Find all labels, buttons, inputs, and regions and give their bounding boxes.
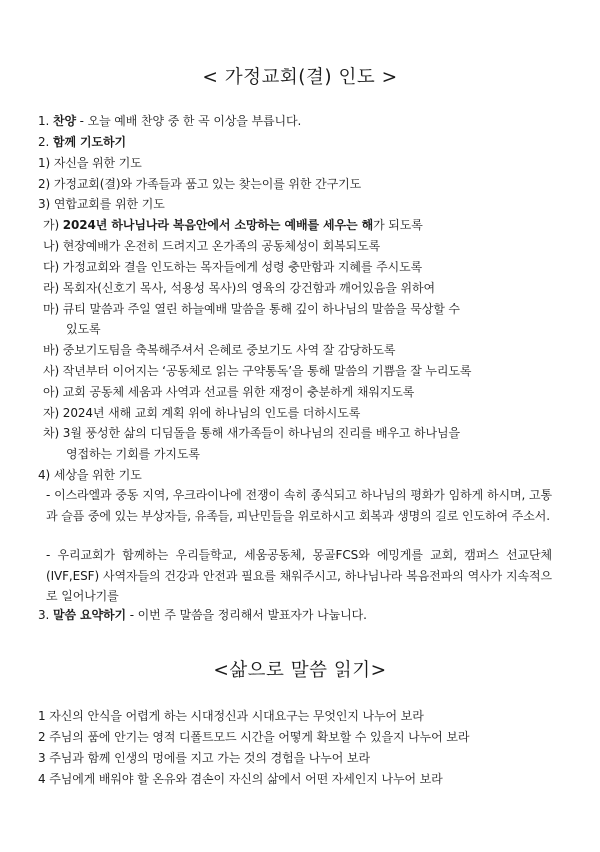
item-prayer: [38, 134, 126, 150]
church-item-na: 나) 현장예배가 온전히 드려지고 온가족의 공동체성이 회복되도록: [43, 239, 381, 253]
church-item-ba: 바) 중보기도팀을 축복해주셔서 은혜로 중보기도 사역 잘 감당하도록: [43, 343, 396, 357]
church-item-cha-cont: 영접하는 기회를 가지도록: [66, 447, 200, 461]
section-title-life: <삶으로 말씀 읽기>: [213, 660, 387, 681]
prayer-world: 4) 세상을 위한 기도: [38, 468, 142, 482]
church-item-da: 다) 가정교회와 결을 인도하는 목자들에게 성령 충만함과 지혜를 주시도록: [43, 260, 423, 274]
list-marker: 가): [43, 218, 63, 232]
item-number: 1.: [38, 114, 50, 128]
item-heading: 함께 기도하기: [52, 135, 126, 149]
item-text: - 이번 주 말씀을 정리해서 발표자가 나눕니다.: [126, 608, 367, 622]
church-item-ma-cont: 있도록: [66, 322, 101, 336]
world-prayer-1: - 이스라엘과 중동 지역, 우크라이나에 전쟁이 속히 종식되고 하나님의 평화가 임하게 하시며, 고통과 슬픔 중에 있는 부상자들, 유족들, 피난민들을 위로하시고 회복과 생명의 길로 인도하여 주소서.: [46, 488, 552, 523]
prayer-family: 2) 가정교회(결)와 가족들과 품고 있는 찾는이를 위한 간구기도: [38, 177, 362, 191]
world-prayer-2: - 우리교회가 함께하는 우리들학교, 세움공동체, 몽골FCS와 에밍게를 교회, 캠퍼스 선교단체(IVF,ESF) 사역자들의 건강과 안전과 필요를 채워주시고, 하나님나라 복음전파의 역사가 지속적으로 일어나기를: [46, 548, 552, 603]
item-number: 2.: [38, 135, 50, 149]
question-item: 3 주님과 함께 인생의 멍에를 지고 가는 것의 경험을 나누어 보라: [38, 751, 370, 765]
item-summary: [38, 607, 367, 623]
church-item-cha: 차) 3월 풍성한 삶의 디딤돌을 통해 새가족들이 하나님의 진리를 배우고 하나님을: [43, 426, 461, 440]
church-item-aa: 아) 교회 공동체 세움과 사역과 선교를 위한 재정이 충분하게 채워지도록: [43, 385, 415, 399]
question-item: 1 자신의 안식을 어렵게 하는 시대정신과 시대요구는 무엇인지 나누어 보라: [38, 709, 424, 723]
prayer-self: 1) 자신을 위한 기도: [38, 156, 142, 170]
prayer-church: 3) 연합교회를 위한 기도: [38, 197, 165, 211]
church-item-ra: 라) 목회자(신호기 목사, 석용성 목사)의 영육의 강건함과 깨어있음을 위하여: [43, 281, 435, 295]
emphasis-text: 2024년 하나님나라 복음안에서 소망하는 예배를 세우는 해: [62, 218, 374, 232]
section-title-guide: < 가정교회(결) 인도 >: [202, 67, 398, 88]
item-praise: [38, 113, 301, 129]
item-heading: 말씀 요약하기: [52, 608, 126, 622]
church-item-sa: 사) 작년부터 이어지는 ‘공동체로 읽는 구약통독’을 통해 말씀의 기쁨을 잘 누리도록: [43, 364, 472, 378]
item-heading: 찬양: [52, 114, 76, 128]
question-item: 4 주님에게 배워야 할 온유와 겸손이 자신의 삶에서 어떤 자세인지 나누어 보라: [38, 772, 443, 786]
list-text: 가 되도록: [373, 218, 423, 232]
question-item: 2 주님의 품에 안기는 영적 디폴트모드 시간을 어떻게 확보할 수 있을지 나누어 보라: [38, 730, 470, 744]
item-text: - 오늘 예배 찬양 중 한 곡 이상을 부릅니다.: [75, 114, 302, 128]
church-item-ga: [43, 217, 423, 233]
church-item-ja: 자) 2024년 새해 교회 계획 위에 하나님의 인도를 더하시도록: [43, 406, 361, 420]
church-item-ma: 마) 큐티 말씀과 주일 열린 하늘예배 말씀을 통해 깊이 하나님의 말씀을 묵상할 수: [43, 302, 460, 316]
item-number: 3.: [38, 608, 50, 622]
